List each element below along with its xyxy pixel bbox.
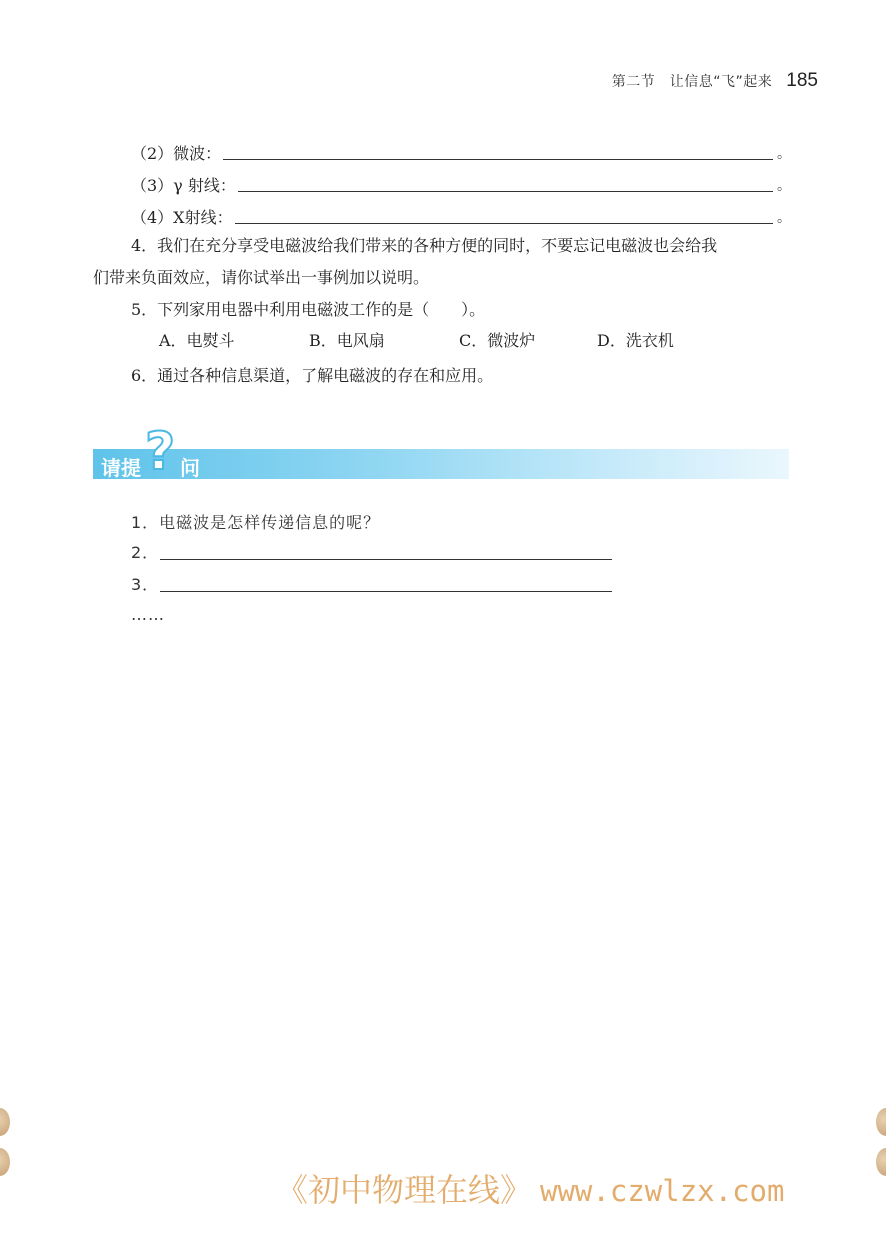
- answer-blank: [223, 158, 773, 160]
- page-edge-mark: [876, 1148, 886, 1176]
- question-mark-icon: ?: [145, 422, 176, 482]
- ask-item-1: 1．电磁波是怎样传递信息的呢？: [131, 513, 381, 532]
- watermark-text: 《初中物理在线》: [276, 1171, 533, 1209]
- option-d: D．洗衣机: [597, 331, 674, 350]
- ask-title-right: 问: [180, 456, 200, 480]
- fill-item-microwave: [131, 141, 791, 167]
- page-edge-mark: [0, 1108, 10, 1136]
- answer-blank: [235, 222, 773, 224]
- page-edge-mark: [0, 1148, 10, 1176]
- page-edge-mark: [876, 1108, 886, 1136]
- fill-item-x-ray: [131, 205, 791, 231]
- watermark: [276, 1165, 784, 1211]
- answer-blank: [238, 190, 773, 192]
- option-b: B．电风扇: [309, 331, 385, 350]
- ask-item-2-blank: [160, 558, 612, 560]
- ask-item-3: 3．: [131, 575, 160, 594]
- fill-item-label: （4）X射线：: [131, 208, 233, 227]
- ask-item-2: 2．: [131, 543, 160, 562]
- watermark-url: www.czwlzx.com: [540, 1174, 785, 1208]
- ask-title-left: 请提: [101, 456, 141, 480]
- ask-ellipsis: ……: [131, 605, 165, 624]
- question-5-stem: 5．下列家用电器中利用电磁波工作的是（ ）。: [131, 300, 486, 319]
- question-6: 6．通过各种信息渠道，了解电磁波的存在和应用。: [131, 366, 494, 385]
- question-4-line-2: 们带来负面效应，请你试举出一事例加以说明。: [93, 268, 430, 287]
- fill-item-gamma-ray: [131, 173, 791, 199]
- page-header: [612, 70, 818, 92]
- option-a: A．电熨斗: [159, 331, 235, 350]
- fill-item-end: 。: [777, 178, 791, 194]
- section-title: 第二节 让信息“飞”起来: [611, 74, 773, 90]
- fill-item-end: 。: [777, 146, 791, 162]
- question-4-line-1: 4．我们在充分享受电磁波给我们带来的各种方便的同时，不要忘记电磁波也会给我: [131, 236, 718, 255]
- option-c: C．微波炉: [459, 331, 536, 350]
- fill-item-end: 。: [777, 210, 791, 226]
- ask-item-3-blank: [160, 590, 612, 592]
- fill-item-label: （2）微波：: [131, 144, 222, 163]
- fill-item-label: （3）γ 射线：: [131, 176, 236, 195]
- page-number: 185: [786, 70, 818, 91]
